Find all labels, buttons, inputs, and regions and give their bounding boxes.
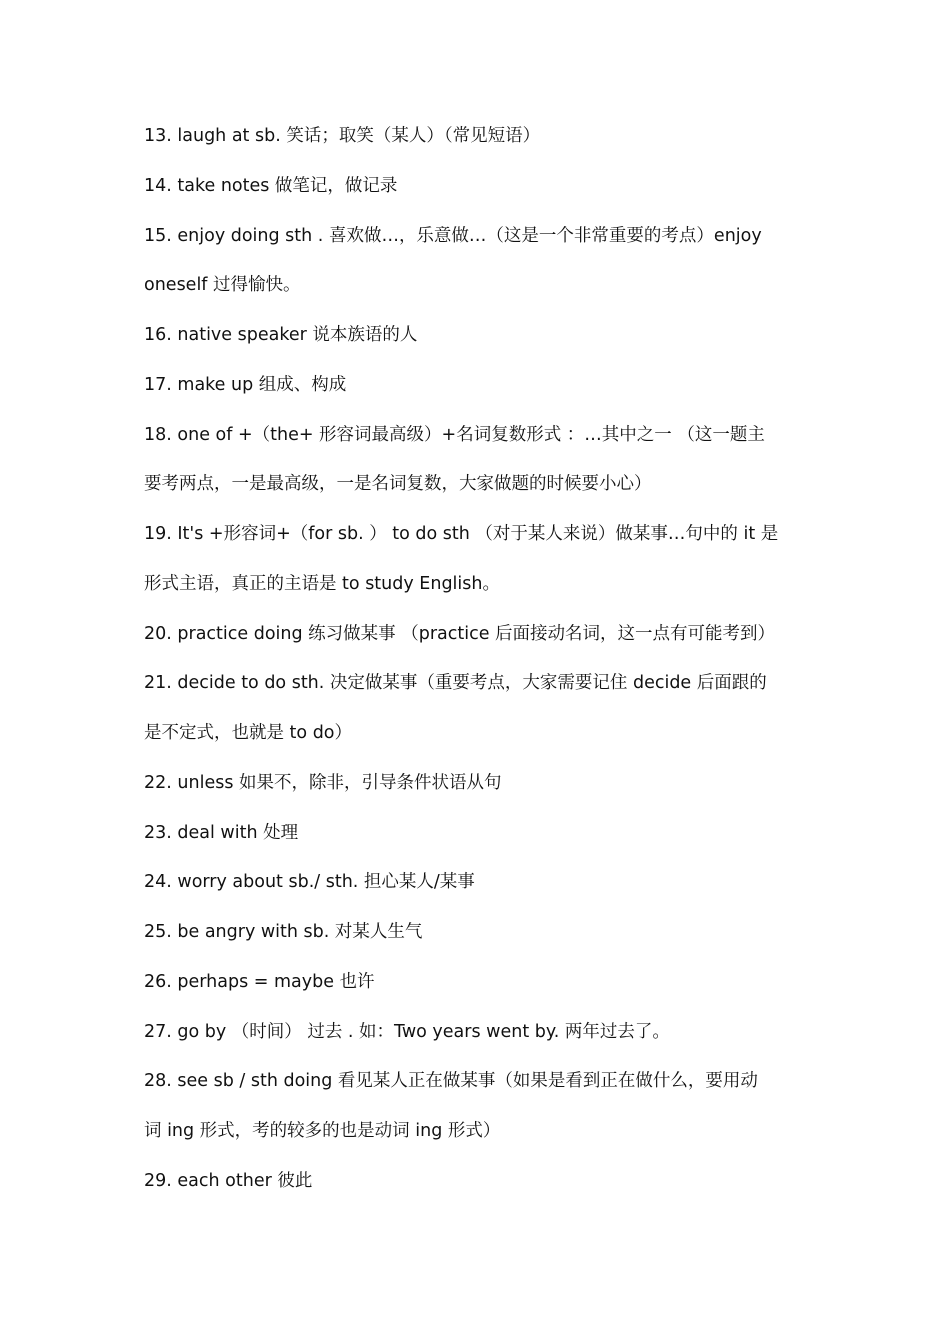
entry-line: 17. make up 组成、构成	[144, 374, 347, 395]
entry-line: 13. laugh at sb. 笑话；取笑（某人）（常见短语）	[144, 126, 541, 146]
entry-line: 22. unless 如果不，除非，引导条件状语从句	[144, 772, 502, 793]
list-item	[144, 1008, 808, 1058]
entry-line: 14. take notes 做笔记，做记录	[144, 175, 398, 196]
entry-line: 20. practice doing 练习做某事 （practice 后面接动名词，这一点有可能考到）	[144, 623, 776, 644]
entry-line: 18. one of +（the+ 形容词最高级）+名词复数形式 ：…其中之一 （这一题主	[144, 424, 765, 445]
list-item	[144, 112, 808, 162]
list-item	[144, 162, 808, 212]
entry-line-continued: oneself 过得愉快。	[144, 275, 301, 296]
list-item	[144, 858, 808, 908]
list-item	[144, 958, 808, 1008]
entry-line: 27. go by （时间） 过去 . 如：Two years went by. 两年过去了。	[144, 1021, 670, 1042]
entry-line-continued: 词 ing 形式，考的较多的也是动词 ing 形式）	[144, 1121, 501, 1141]
list-item	[144, 212, 808, 312]
list-item	[144, 361, 808, 411]
entry-line: 16. native speaker 说本族语的人	[144, 325, 418, 345]
entry-line: 15. enjoy doing sth . 喜欢做…，乐意做…（这是一个非常重要的考点）enjoy	[144, 225, 762, 246]
entry-line-continued: 要考两点，一是最高级，一是名词复数，大家做题的时候要小心）	[144, 474, 652, 495]
list-item	[144, 610, 808, 660]
list-item	[144, 1057, 808, 1157]
entry-line: 21. decide to do sth. 决定做某事（重要考点，大家需要记住 decide 后面跟的	[144, 673, 767, 694]
vocabulary-list	[144, 112, 808, 1207]
entry-line: 26. perhaps = maybe 也许	[144, 971, 375, 992]
entry-line: 23. deal with 处理	[144, 822, 299, 843]
list-item	[144, 1157, 808, 1207]
list-item	[144, 510, 808, 610]
list-item	[144, 809, 808, 859]
entry-line-continued: 是不定式，也就是 to do）	[144, 723, 353, 743]
entry-line-continued: 形式主语，真正的主语是 to study English。	[144, 573, 500, 594]
list-item	[144, 908, 808, 958]
list-item	[144, 659, 808, 759]
list-item	[144, 759, 808, 809]
list-item	[144, 311, 808, 361]
entry-line: 29. each other 彼此	[144, 1170, 313, 1191]
entry-line: 19. It's +形容词+（for sb. ） to do sth （对于某人来说）做某事…句中的 it 是	[144, 524, 779, 544]
entry-line: 24. worry about sb./ sth. 担心某人/某事	[144, 872, 475, 893]
entry-line: 25. be angry with sb. 对某人生气	[144, 922, 423, 942]
list-item	[144, 411, 808, 511]
entry-line: 28. see sb / sth doing 看见某人正在做某事（如果是看到正在做什么，要用动	[144, 1071, 758, 1092]
